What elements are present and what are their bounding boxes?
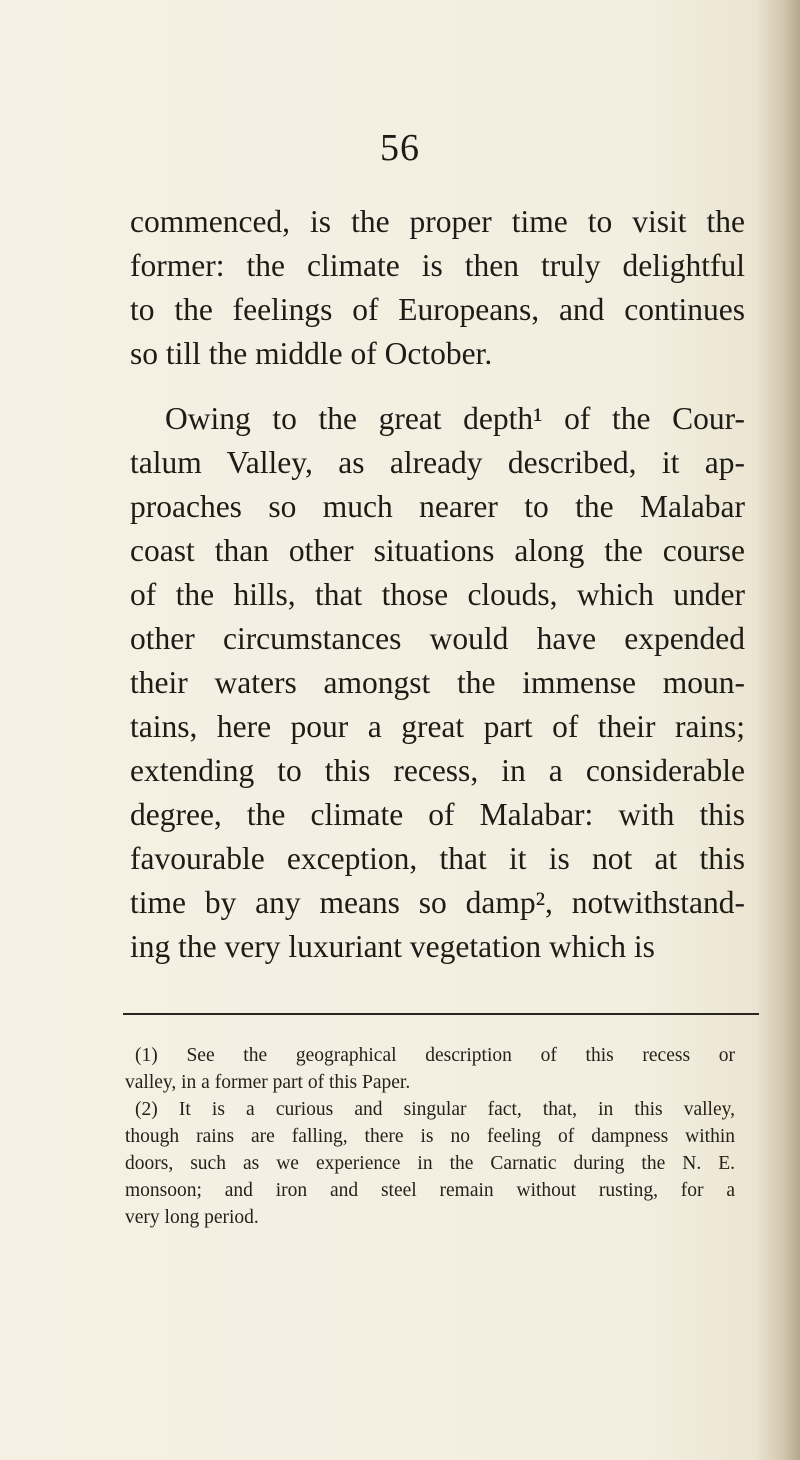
footnotes: [125, 1042, 735, 1231]
page-number: 56: [380, 127, 420, 169]
footnote-2-line: doors, such as we experience in the Carnatic during the N. E.: [125, 1153, 735, 1174]
footnote-2-line: though rains are falling, there is no feeling of dampness within: [125, 1126, 735, 1147]
footnote-1-line: valley, in a former part of this Paper.: [125, 1072, 411, 1093]
text-line: their waters amongst the immense moun-: [130, 665, 745, 700]
text-line: coast than other situations along the course: [130, 533, 745, 568]
footnote-2-line: (2) It is a curious and singular fact, that, in this valley,: [135, 1099, 735, 1120]
text-line: so till the middle of October.: [130, 336, 493, 371]
text-line: talum Valley, as already described, it ap-: [130, 445, 745, 480]
text-line: favourable exception, that it is not at this: [130, 841, 745, 876]
page-edge-shadow: [756, 0, 800, 1460]
text-line: time by any means so damp², notwithstand-: [130, 885, 745, 920]
text-line: to the feelings of Europeans, and continues: [130, 292, 745, 327]
footnote-divider: [123, 1013, 759, 1015]
text-line: proaches so much nearer to the Malabar: [130, 489, 745, 524]
paragraph-2: [130, 397, 745, 969]
text-line: tains, here pour a great part of their rains;: [130, 709, 745, 744]
text-line: of the hills, that those clouds, which under: [130, 577, 745, 612]
footnote-2-line: very long period.: [125, 1207, 259, 1228]
text-line: ing the very luxuriant vegetation which is: [130, 929, 655, 964]
footnote-1-line: (1) See the geographical description of this recess or: [135, 1045, 735, 1066]
text-line: Owing to the great depth¹ of the Cour-: [165, 401, 745, 436]
text-line: other circumstances would have expended: [130, 621, 745, 656]
footnote-2-line: monsoon; and iron and steel remain without rusting, for a: [125, 1180, 735, 1201]
text-line: degree, the climate of Malabar: with this: [130, 797, 745, 832]
text-line: commenced, is the proper time to visit the: [130, 204, 745, 239]
text-line: former: the climate is then truly delightful: [130, 248, 745, 283]
text-line: extending to this recess, in a considerable: [130, 753, 745, 788]
paragraph-1: [130, 200, 745, 376]
